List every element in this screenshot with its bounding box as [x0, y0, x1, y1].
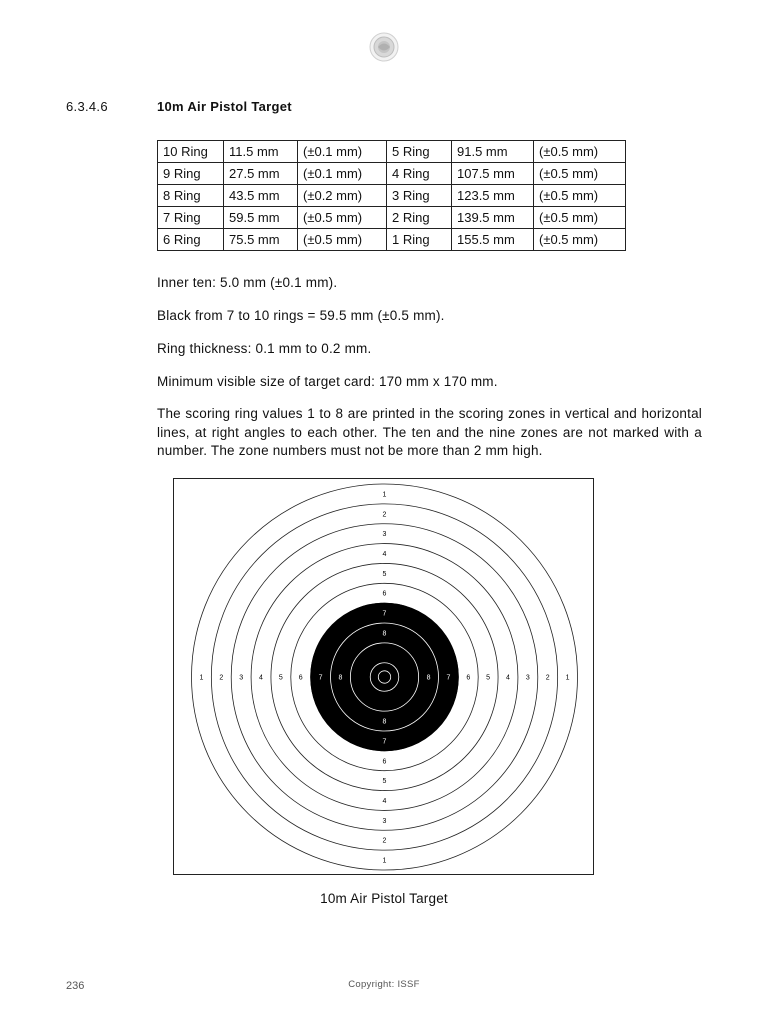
minimum-size-text: Minimum visible size of target card: 170 mm x 170 mm. — [157, 374, 498, 389]
zone-number-label: 1 — [382, 857, 387, 865]
zone-number-label: 7 — [382, 738, 387, 746]
target-figure — [173, 478, 594, 875]
table-cell: 8 Ring — [158, 185, 224, 207]
section-number: 6.3.4.6 — [66, 99, 108, 114]
inner-ten-text: Inner ten: 5.0 mm (±0.1 mm). — [157, 275, 338, 290]
table-cell: 59.5 mm — [224, 207, 298, 229]
zone-number-label: 6 — [466, 674, 471, 682]
table-row — [158, 185, 626, 207]
page-number: 236 — [66, 980, 85, 992]
zone-number-label: 4 — [259, 674, 263, 682]
zone-number-label: 2 — [382, 511, 387, 519]
table-row — [158, 141, 626, 163]
zone-number-label: 8 — [382, 718, 387, 726]
table-row — [158, 163, 626, 185]
zone-number-label: 7 — [382, 610, 387, 618]
zone-number-label: 7 — [318, 674, 323, 682]
section-title: 10m Air Pistol Target — [157, 99, 292, 114]
table-row — [158, 229, 626, 251]
table-cell: (±0.2 mm) — [298, 185, 387, 207]
table-cell: (±0.1 mm) — [298, 163, 387, 185]
table-cell: 6 Ring — [158, 229, 224, 251]
table-cell: 7 Ring — [158, 207, 224, 229]
issf-logo-icon — [369, 32, 399, 62]
table-cell: 4 Ring — [387, 163, 452, 185]
table-cell: 5 Ring — [387, 141, 452, 163]
zone-number-label: 4 — [506, 674, 510, 682]
zone-number-label: 1 — [565, 674, 570, 682]
table-cell: (±0.1 mm) — [298, 141, 387, 163]
table-cell: 2 Ring — [387, 207, 452, 229]
zone-number-label: 5 — [382, 778, 387, 786]
zone-number-label: 4 — [382, 797, 387, 805]
table-cell: 75.5 mm — [224, 229, 298, 251]
figure-caption: 10m Air Pistol Target — [320, 891, 448, 906]
zone-number-label: 5 — [486, 674, 491, 682]
table-cell: (±0.5 mm) — [534, 207, 626, 229]
table-cell: 123.5 mm — [452, 185, 534, 207]
table-row — [158, 207, 626, 229]
table-cell: (±0.5 mm) — [534, 229, 626, 251]
ring-dimensions-table — [157, 140, 626, 251]
zone-number-label: 1 — [382, 491, 387, 499]
zone-number-label: 2 — [219, 674, 224, 682]
table-cell: (±0.5 mm) — [298, 229, 387, 251]
zone-number-label: 3 — [239, 674, 244, 682]
table-cell: 91.5 mm — [452, 141, 534, 163]
zone-number-label: 7 — [446, 674, 451, 682]
table-cell: (±0.5 mm) — [534, 185, 626, 207]
zone-number-label: 8 — [382, 630, 387, 638]
copyright-notice: Copyright: ISSF — [348, 979, 420, 990]
zone-number-label: 2 — [382, 837, 387, 845]
zone-number-label: 8 — [426, 674, 431, 682]
black-area-text: Black from 7 to 10 rings = 59.5 mm (±0.5 mm). — [157, 308, 445, 323]
zone-number-label: 6 — [298, 674, 303, 682]
table-cell: 9 Ring — [158, 163, 224, 185]
zone-number-label: 3 — [382, 531, 387, 539]
table-cell: 3 Ring — [387, 185, 452, 207]
table-cell: (±0.5 mm) — [298, 207, 387, 229]
table-cell: 10 Ring — [158, 141, 224, 163]
table-cell: (±0.5 mm) — [534, 163, 626, 185]
zone-number-label: 2 — [545, 674, 550, 682]
table-cell: (±0.5 mm) — [534, 141, 626, 163]
zone-number-label: 5 — [382, 570, 387, 578]
table-cell: 107.5 mm — [452, 163, 534, 185]
ring-thickness-text: Ring thickness: 0.1 mm to 0.2 mm. — [157, 341, 372, 356]
table-cell: 155.5 mm — [452, 229, 534, 251]
zone-number-label: 8 — [338, 674, 343, 682]
ring-table-body — [158, 141, 626, 251]
table-cell: 1 Ring — [387, 229, 452, 251]
zone-number-label: 6 — [382, 758, 387, 766]
table-cell: 139.5 mm — [452, 207, 534, 229]
table-cell: 27.5 mm — [224, 163, 298, 185]
scoring-description-text: The scoring ring values 1 to 8 are printed in the scoring zones in vertical and horizontal lines, at right angles to each other. The ten and the nine zones are not marked with a number. The zone numbers must not be more than 2 mm high. — [157, 406, 702, 458]
zone-number-label: 6 — [382, 590, 387, 598]
black-aiming-area — [311, 603, 459, 751]
table-cell: 11.5 mm — [224, 141, 298, 163]
zone-number-label: 3 — [525, 674, 530, 682]
zone-number-label: 1 — [199, 674, 204, 682]
table-cell: 43.5 mm — [224, 185, 298, 207]
zone-number-label: 3 — [382, 817, 387, 825]
zone-number-label: 5 — [278, 674, 283, 682]
zone-number-label: 4 — [382, 551, 387, 559]
air-pistol-target-drawing — [174, 479, 593, 874]
